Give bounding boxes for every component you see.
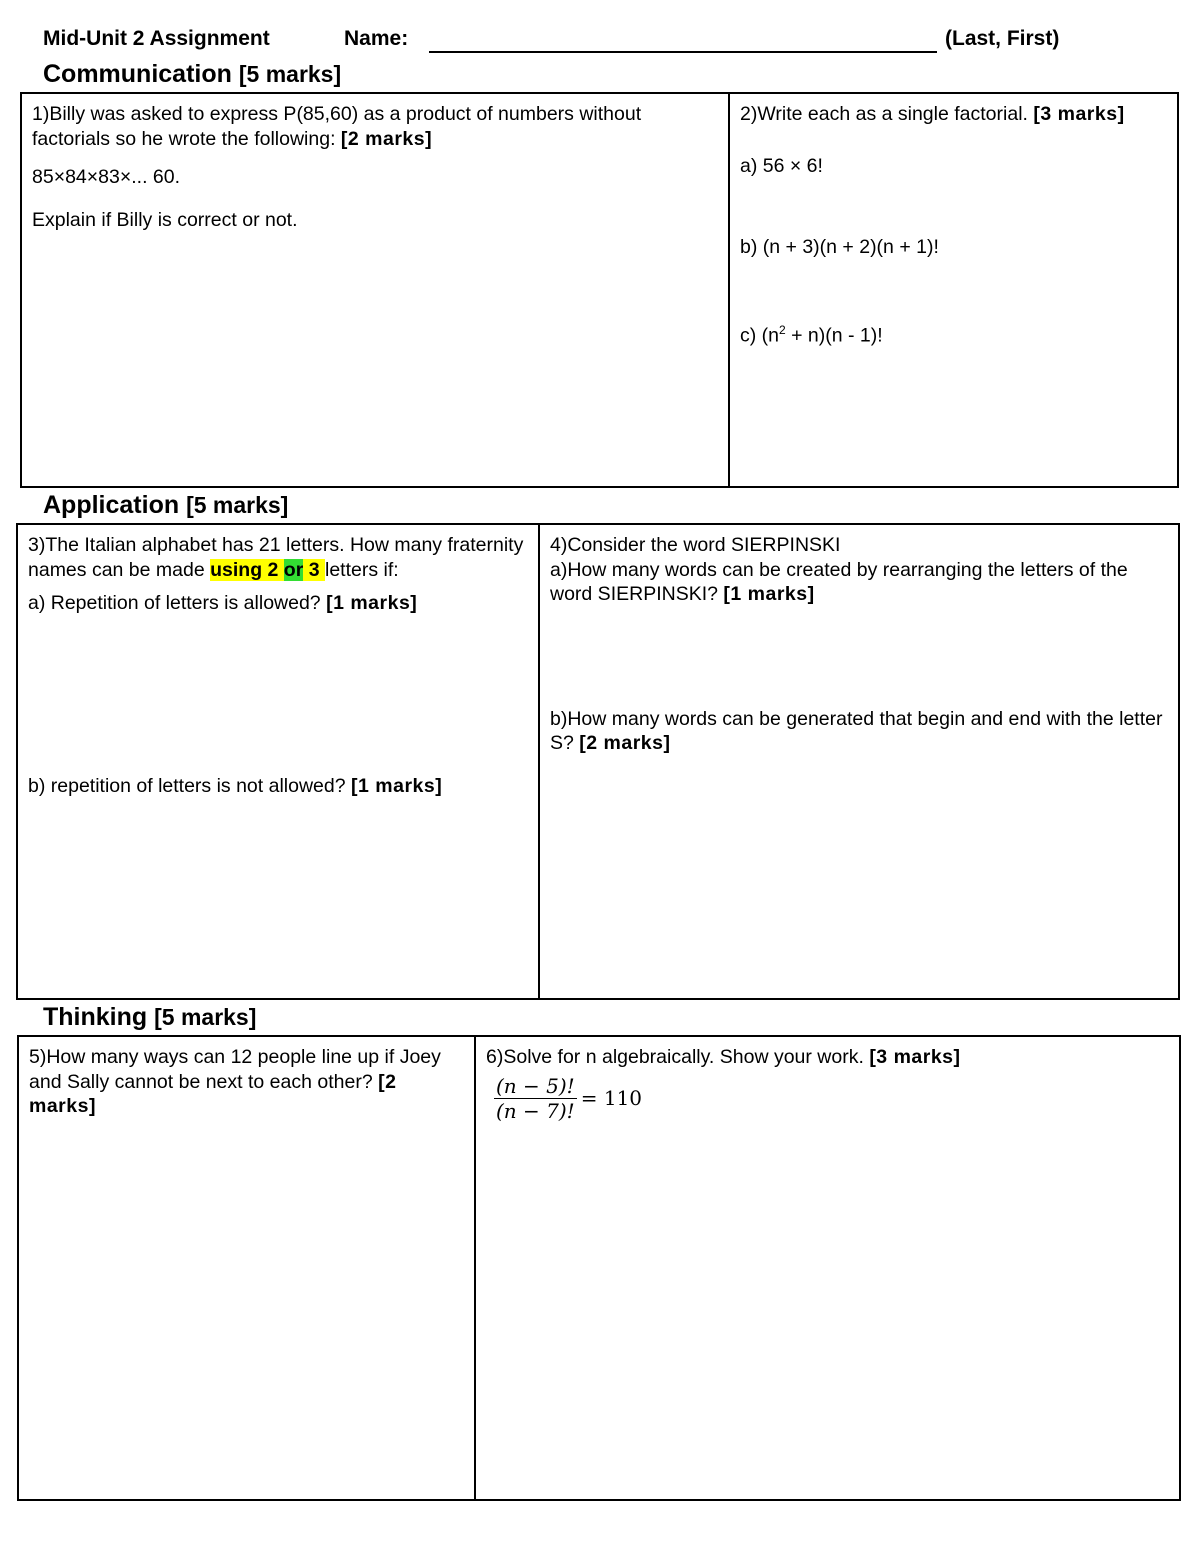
communication-section-title: Communication [5 marks] bbox=[43, 60, 342, 88]
question-4a: a)How many words can be created by rearranging the letters of the word SIERPINSKI? [1 marks] bbox=[550, 558, 1128, 605]
question-3b: b) repetition of letters is not allowed? [1 marks] bbox=[28, 774, 443, 797]
equation-rhs: = 110 bbox=[580, 1085, 643, 1110]
thinking-section-title: Thinking [5 marks] bbox=[43, 1003, 257, 1031]
question-2c: c) $(n^2 + n)(n - 1)$! bbox=[740, 322, 883, 346]
name-blank-line[interactable] bbox=[429, 27, 937, 53]
question-3a: a) Repetition of letters is allowed? [1 marks] bbox=[28, 592, 418, 614]
application-box bbox=[16, 523, 1180, 1000]
equation-denominator: (n − 7)! bbox=[496, 1098, 575, 1123]
question-6-equation bbox=[494, 1074, 1169, 1123]
equation-fraction bbox=[494, 1074, 577, 1123]
question-2-cell[interactable] bbox=[728, 94, 1177, 486]
question-1-expression: 85×84×83×... 60. bbox=[32, 166, 181, 188]
question-5-text: 5)How many ways can 12 people line up if Joey and Sally cannot be next to each other? [2 marks] bbox=[29, 1046, 441, 1117]
question-6-cell[interactable] bbox=[474, 1037, 1179, 1499]
question-3-text: 3)The Italian alphabet has 21 letters. How many fraternity names can be made using 2 or 3 letters if: bbox=[28, 534, 524, 581]
question-1-cell[interactable] bbox=[22, 94, 728, 486]
question-6-text: 6)Solve for n algebraically. Show your work. [3 marks] bbox=[486, 1046, 961, 1068]
question-4b: b)How many words can be generated that begin and end with the letter S? [2 marks] bbox=[550, 707, 1163, 754]
question-4-cell[interactable] bbox=[538, 525, 1178, 998]
question-1-prompt: Explain if Billy is correct or not. bbox=[32, 208, 298, 231]
question-3-cell[interactable] bbox=[18, 525, 538, 998]
question-1-text: 1)Billy was asked to express P(85,60) as a product of numbers without factorials so he wrote the following: [2 marks] bbox=[32, 103, 642, 150]
question-4-intro: 4)Consider the word SIERPINSKI bbox=[550, 534, 841, 556]
application-section-title: Application [5 marks] bbox=[43, 491, 289, 519]
assignment-header bbox=[43, 27, 1060, 51]
equation-numerator: (n − 5)! bbox=[496, 1073, 575, 1098]
question-5-cell[interactable] bbox=[19, 1037, 474, 1499]
name-label: Name: bbox=[344, 27, 409, 50]
assignment-title: Mid-Unit 2 Assignment bbox=[43, 27, 270, 50]
communication-box bbox=[20, 92, 1179, 488]
question-2a: a) 56 × 6! bbox=[740, 154, 823, 177]
question-2-text: 2)Write each as a single factorial. [3 marks] bbox=[740, 103, 1125, 125]
name-format-hint: (Last, First) bbox=[945, 27, 1060, 50]
thinking-box bbox=[17, 1035, 1181, 1501]
question-2b: b) (n + 3)(n + 2)(n + 1)! bbox=[740, 236, 939, 258]
